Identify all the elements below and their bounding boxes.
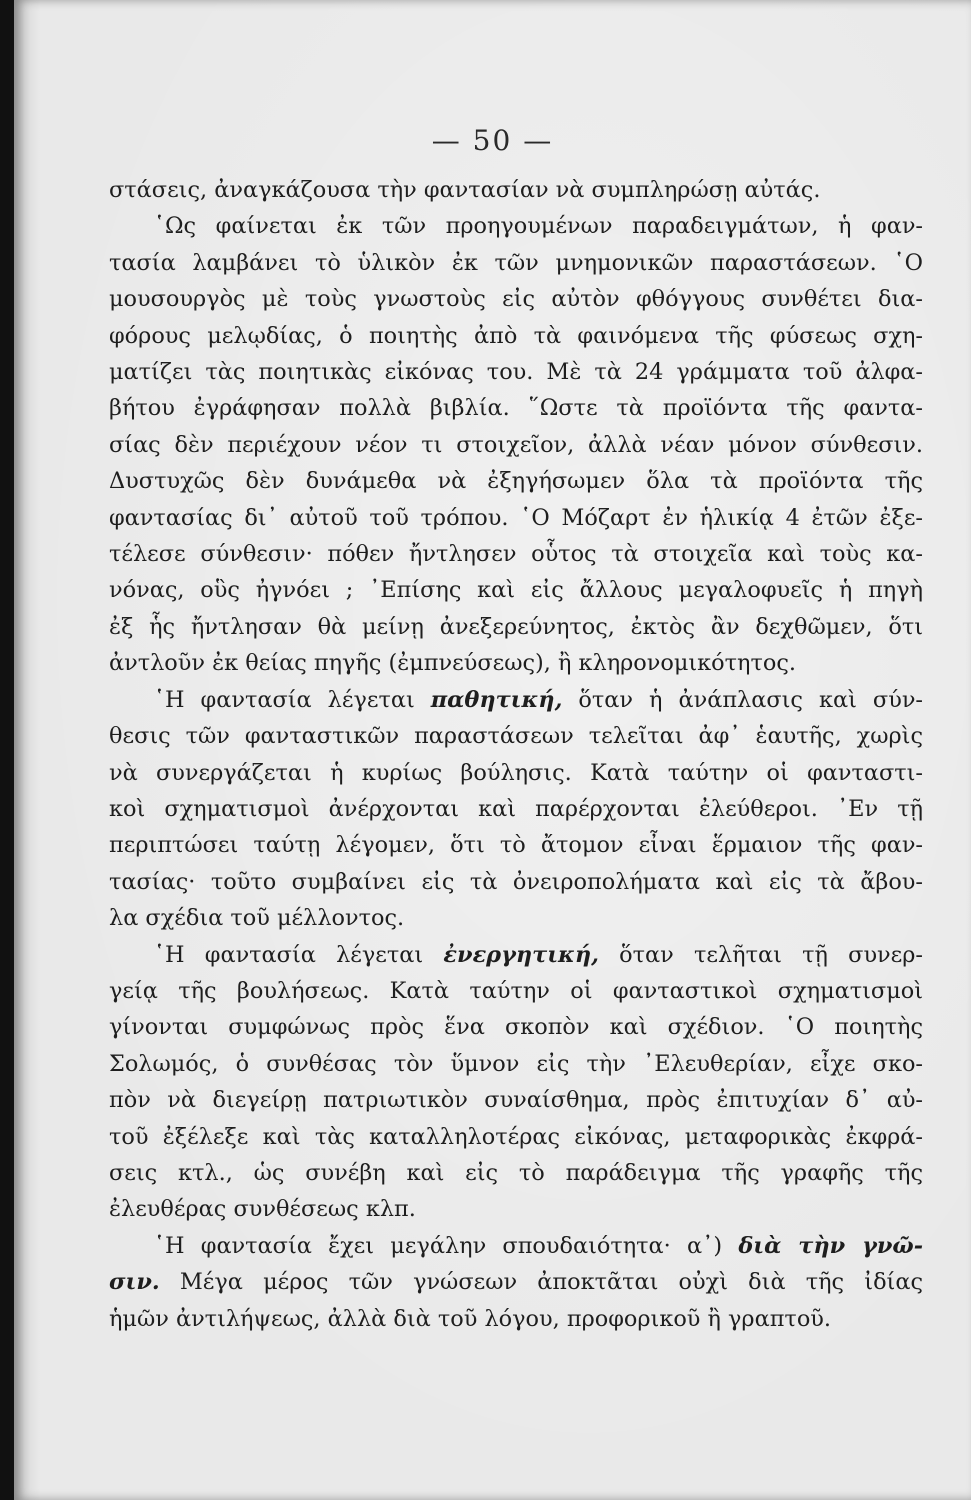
text-line: λα σχέδια τοῦ μέλλοντος.: [109, 905, 405, 932]
text-line: [109, 682, 923, 718]
text-line: τασία λαμβάνει τὸ ὑλικὸν ἐκ τῶν μνημονικῶν παραστάσεων. ῾Ο: [109, 249, 923, 276]
text-line: θεσις τῶν φανταστικῶν παραστάσεων τελεῖται ἀφ᾿ ἑαυτῆς, χωρὶς: [109, 723, 923, 750]
text-line: τέλεσε σύνθεσιν· πόθεν ἤντλησεν οὗτος τὰ στοιχεῖα καὶ τοὺς κα-: [109, 541, 923, 568]
text-line: μουσουργὸς μὲ τοὺς γνωστοὺς εἰς αὐτὸν φθόγγους συνθέτει δια-: [109, 286, 923, 313]
text-line: σίας δὲν περιέχουν νέον τι στοιχεῖον, ἀλλὰ νέαν μόνον σύνθεσιν.: [109, 431, 923, 458]
text-line: ἐξ ἧς ἤντλησαν θὰ μείνῃ ἀνεξερεύνητος, ἐκτὸς ἂν δεχθῶμεν, ὅτι: [109, 613, 923, 640]
text-segment: Μέγα μέρος τῶν γνώσεων ἀποκτᾶται οὐχὶ διὰ τῆς ἰδίας: [159, 1269, 923, 1296]
book-page: [14, 0, 971, 1500]
text-segment: ὅταν τελῆται τῇ συνερ-: [598, 941, 923, 968]
text-line: ἡμῶν ἀντιλήψεως, ἀλλὰ διὰ τοῦ λόγου, προφορικοῦ ἢ γραπτοῦ.: [109, 1305, 832, 1332]
text-line: στάσεις, ἀναγκάζουσα τὴν φαντασίαν νὰ συμπληρώσῃ αὐτάς.: [109, 177, 821, 203]
paragraph: [109, 172, 923, 208]
paragraph: [109, 208, 923, 681]
text-line: σεις κτλ., ὡς συνέβη καὶ εἰς τὸ παράδειγμα τῆς γραφῆς τῆς: [109, 1159, 923, 1186]
text-line: φαντασίας δι᾿ αὐτοῦ τοῦ τρόπου. ῾Ο Μόζαρτ ἐν ἡλικίᾳ 4 ἐτῶν ἐξε-: [109, 504, 923, 531]
text-segment: ῾Η φαντασία ἔχει μεγάλην σπουδαιότητα· α᾿): [153, 1232, 739, 1259]
text-line: περιπτώσει ταύτῃ λέγομεν, ὅτι τὸ ἄτομον εἶναι ἕρμαιον τῆς φαν-: [109, 832, 923, 859]
emphasized-term: διὰ τὴν γνῶ-: [738, 1232, 923, 1259]
text-segment: ῾Η φαντασία λέγεται: [153, 686, 431, 713]
emphasized-term: σιν.: [109, 1269, 160, 1296]
scan-left-edge: [0, 0, 14, 1500]
text-line: ματίζει τὰς ποιητικὰς εἰκόνας του. Μὲ τὰ 24 γράμματα τοῦ ἀλφα-: [109, 359, 923, 386]
emphasized-term: ἐνεργητική,: [443, 941, 599, 968]
emphasized-term: παθητική,: [430, 686, 563, 713]
text-line: [109, 1264, 923, 1300]
text-line: γείᾳ τῆς βουλήσεως. Κατὰ ταύτην οἱ φανταστικοὶ σχηματισμοὶ: [109, 977, 923, 1004]
text-line: βήτου ἐγράφησαν πολλὰ βιβλία. ῞Ωστε τὰ προϊόντα τῆς φαντα-: [109, 395, 923, 422]
text-line: [109, 937, 923, 973]
paragraph: [109, 937, 923, 1228]
text-line: ῾Ως φαίνεται ἐκ τῶν προηγουμένων παραδειγμάτων, ἡ φαν-: [153, 213, 923, 240]
text-line: Δυστυχῶς δὲν δυνάμεθα νὰ ἐξηγήσωμεν ὅλα τὰ προϊόντα τῆς: [109, 468, 923, 495]
text-line: νὰ συνεργάζεται ἡ κυρίως βούλησις. Κατὰ ταύτην οἱ φανταστι-: [109, 759, 923, 786]
text-line: τοῦ ἐξέλεξε καὶ τὰς καταλληλοτέρας εἰκόνας, μεταφορικὰς ἐκφρά-: [109, 1123, 923, 1150]
text-line: [109, 1228, 923, 1264]
text-line: Σολωμός, ὁ συνθέσας τὸν ὕμνον εἰς τὴν ᾿Ελευθερίαν, εἶχε σκο-: [109, 1050, 923, 1077]
text-segment: ῾Η φαντασία λέγεται: [153, 941, 444, 968]
text-line: πὸν νὰ διεγείρῃ πατριωτικὸν συναίσθημα, πρὸς ἐπιτυχίαν δ᾿ αὐ-: [109, 1087, 923, 1114]
text-line: τασίας· τοῦτο συμβαίνει εἰς τὰ ὀνειροπολήματα καὶ εἰς τὰ ἄβου-: [109, 868, 923, 895]
paragraph: [109, 682, 923, 937]
text-line: γίνονται συμφώνως πρὸς ἕνα σκοπὸν καὶ σχέδιον. ῾Ο ποιητὴς: [109, 1014, 923, 1041]
text-line: φόρους μελῳδίας, ὁ ποιητὴς ἀπὸ τὰ φαινόμενα τῆς φύσεως σχη-: [109, 322, 923, 349]
text-line: ἀντλοῦν ἐκ θείας πηγῆς (ἐμπνεύσεως), ἢ κληρονομικότητος.: [109, 650, 796, 677]
body-text: [109, 172, 923, 1337]
text-line: κοὶ σχηματισμοὶ ἀνέρχονται καὶ παρέρχονται ἐλεύθεροι. ᾿Εν τῇ: [109, 795, 923, 822]
text-line: νόνας, οὓς ἠγνόει ; ᾿Επίσης καὶ εἰς ἄλλους μεγαλοφυεῖς ἡ πηγὴ: [109, 577, 923, 604]
page-number: — 50 —: [431, 124, 554, 157]
text-line: ἐλευθέρας συνθέσεως κλπ.: [109, 1196, 416, 1223]
text-segment: ὅταν ἡ ἀνάπλασις καὶ σύν-: [562, 686, 923, 713]
paragraph: [109, 1228, 923, 1337]
